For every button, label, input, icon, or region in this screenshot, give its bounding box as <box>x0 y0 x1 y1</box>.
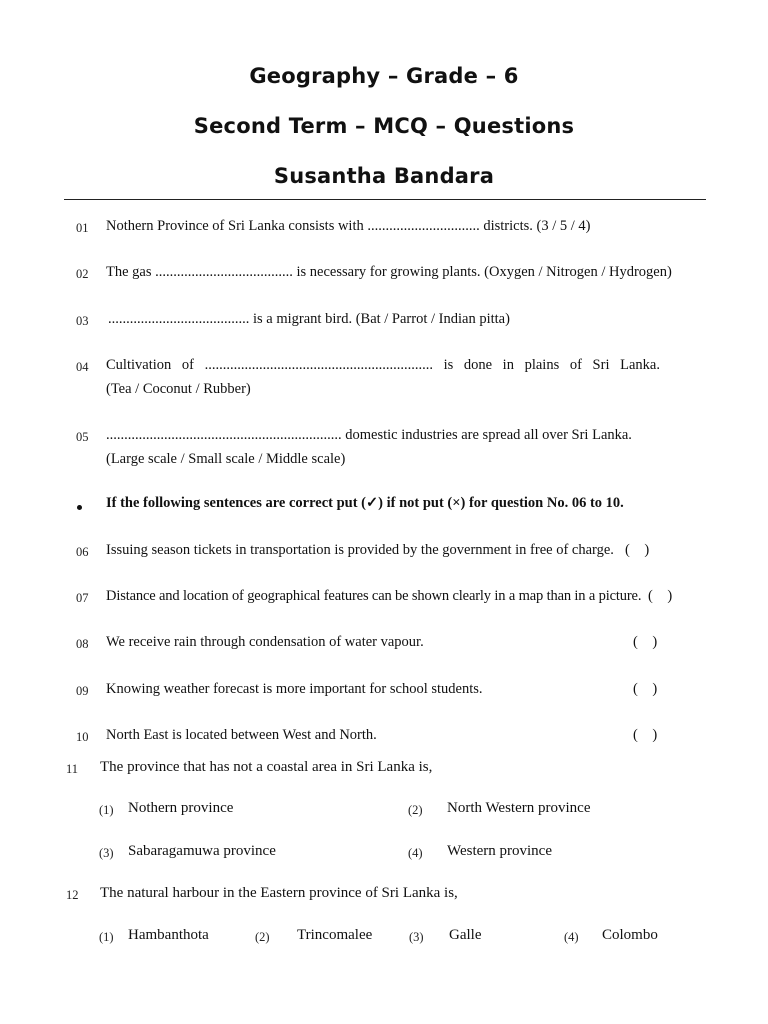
title-line-2: Second Term – MCQ – Questions <box>193 114 575 138</box>
header-divider <box>64 199 706 200</box>
option-text[interactable]: Western province <box>447 843 552 859</box>
question-number: 08 <box>76 637 89 651</box>
question-number: 01 <box>76 221 89 235</box>
option-text[interactable]: Hambanthota <box>128 927 209 943</box>
question-number: 07 <box>76 591 89 605</box>
option-number: (4) <box>564 930 579 944</box>
option-text[interactable]: Nothern province <box>128 800 234 816</box>
question-text: The natural harbour in the Eastern province of Sri Lanka is, <box>100 885 458 901</box>
option-number: (4) <box>408 846 423 860</box>
option-number: (3) <box>99 846 114 860</box>
question-text-row <box>106 357 680 374</box>
option-text[interactable]: Sabaragamuwa province <box>128 843 276 859</box>
answer-box[interactable]: ( ) <box>633 681 658 697</box>
question-number: 05 <box>76 430 89 444</box>
option-number: (1) <box>99 803 114 817</box>
answer-box[interactable]: ( ) <box>625 542 650 558</box>
question-text: The province that has not a coastal area in Sri Lanka is, <box>100 759 433 775</box>
question-number: 10 <box>76 730 89 744</box>
question-choices: (Tea / Coconut / Rubber) <box>106 381 251 397</box>
option-number: (2) <box>255 930 270 944</box>
answer-box[interactable]: ( ) <box>633 634 658 650</box>
answer-box[interactable]: ( ) <box>648 588 673 604</box>
option-text[interactable]: Colombo <box>602 927 658 943</box>
option-number: (3) <box>409 930 424 944</box>
question-text: Cultivation of ............................................................... is done in plains of Sri Lanka. <box>106 357 660 373</box>
answer-box[interactable]: ( ) <box>633 727 658 743</box>
question-number: 12 <box>66 888 79 902</box>
question-text: Issuing season tickets in transportation is provided by the government in free of charge. <box>106 542 614 558</box>
author-name: Susantha Bandara <box>273 164 495 188</box>
question-number: 06 <box>76 545 89 559</box>
question-number: 03 <box>76 314 89 328</box>
question-number: 11 <box>66 762 79 776</box>
question-text: The gas ...................................... is necessary for growing plants. (Oxygen / Nitrogen / Hydrogen) <box>106 264 672 280</box>
question-text: ................................................................. domestic industries are spread all over Sri Lanka. <box>106 427 632 443</box>
question-text: Nothern Province of Sri Lanka consists with ............................... districts. (3 / 5 / 4) <box>106 218 591 234</box>
question-number: 02 <box>76 267 89 281</box>
question-text: Distance and location of geographical features can be shown clearly in a map than in a picture. <box>106 588 642 604</box>
question-number: 04 <box>76 360 89 374</box>
question-text: Knowing weather forecast is more important for school students. <box>106 681 483 697</box>
question-text: North East is located between West and North. <box>106 727 377 743</box>
option-text[interactable]: Trincomalee <box>297 927 373 943</box>
title-line-1: Geography – Grade – 6 <box>249 64 519 88</box>
instruction-text: If the following sentences are correct put (✓) if not put (×) for question No. 06 to 10. <box>106 495 624 511</box>
question-text: We receive rain through condensation of water vapour. <box>106 634 424 650</box>
question-choices: (Large scale / Small scale / Middle scale) <box>106 451 346 467</box>
option-text[interactable]: Galle <box>449 927 482 943</box>
option-number: (2) <box>408 803 423 817</box>
option-text[interactable]: North Western province <box>447 800 591 816</box>
option-number: (1) <box>99 930 114 944</box>
question-number: 09 <box>76 684 89 698</box>
bullet-icon <box>77 505 82 510</box>
question-text: ....................................... is a migrant bird. (Bat / Parrot / Indian pitta) <box>108 311 510 327</box>
